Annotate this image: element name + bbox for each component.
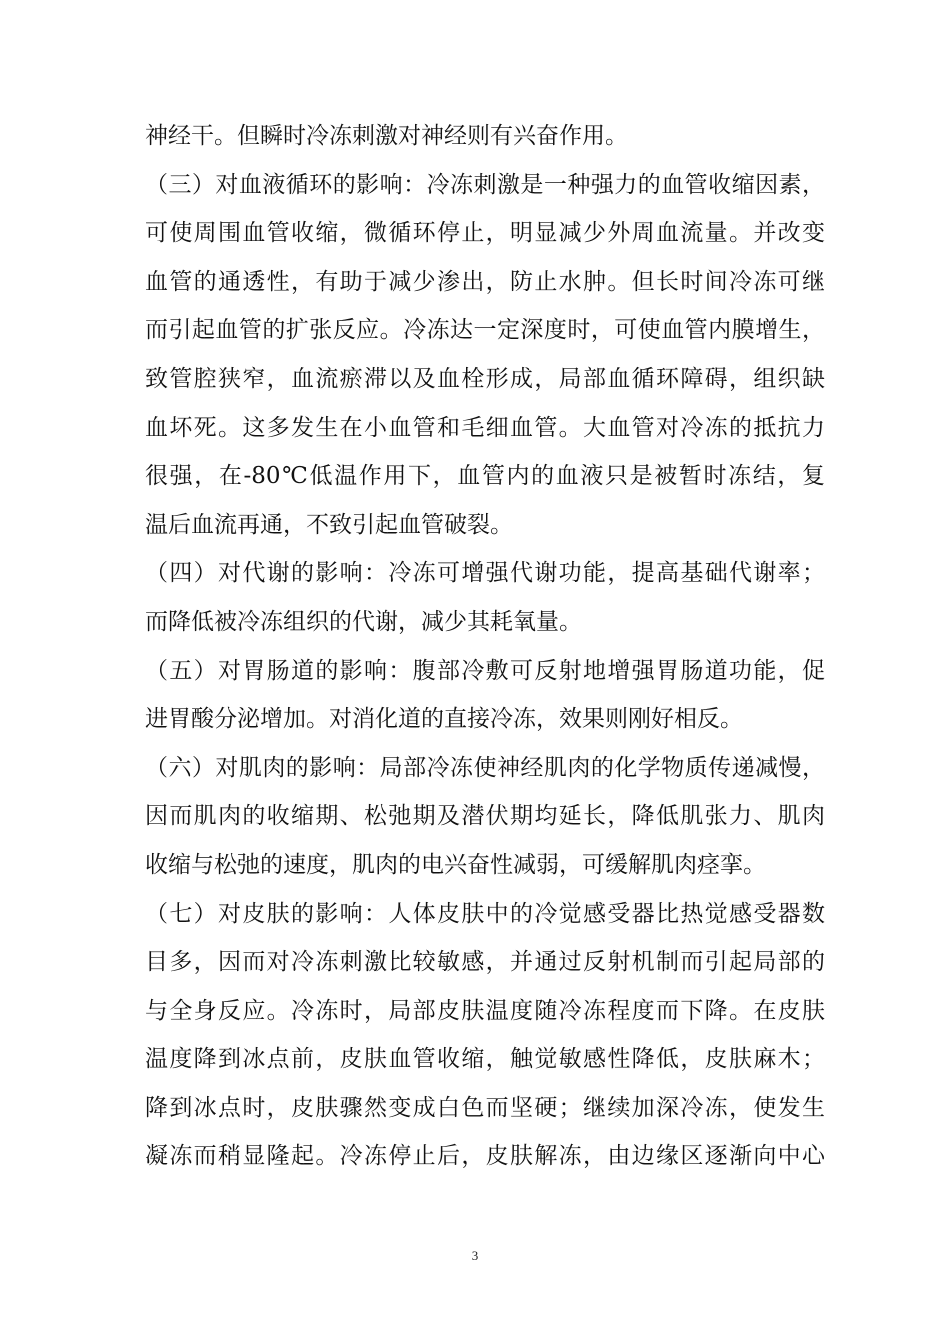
text-line: 血坏死。这多发生在小血管和毛细血管。大血管对冷冻的抵抗力 [145, 414, 825, 441]
text-line: （七）对皮肤的影响：人体皮肤中的冷觉感受器比热觉感受器数 [145, 900, 825, 927]
body-text [145, 112, 825, 1181]
text-line: 神经干。但瞬时冷冻刺激对神经则有兴奋作用。 [145, 123, 628, 149]
text-line: 因而肌肉的收缩期、松弛期及潜伏期均延长，降低肌张力、肌肉 [145, 803, 825, 830]
text-line: 而引起血管的扩张反应。冷冻达一定深度时，可使血管内膜增生， [145, 317, 825, 344]
text-line: 与全身反应。冷冻时，局部皮肤温度随冷冻程度而下降。在皮肤 [145, 997, 825, 1024]
text-line: 温度降到冰点前，皮肤血管收缩，触觉敏感性降低，皮肤麻木； [145, 1046, 825, 1073]
page-number: 3 [471, 1248, 479, 1263]
text-line: 可使周围血管收缩，微循环停止，明显减少外周血流量。并改变 [145, 220, 825, 247]
text-line: 进胃酸分泌增加。对消化道的直接冷冻，效果则刚好相反。 [145, 706, 743, 733]
text-line: （四）对代谢的影响：冷冻可增强代谢功能，提高基础代谢率； [145, 560, 825, 587]
text-line: 很强，在-80℃低温作用下，血管内的血液只是被暂时冻结，复 [145, 463, 825, 490]
text-line: 凝冻而稍显隆起。冷冻停止后，皮肤解冻，由边缘区逐渐向中心 [145, 1143, 825, 1170]
text-line: 血管的通透性，有助于减少渗出，防止水肿。但长时间冷冻可继 [145, 268, 825, 295]
text-line: （六）对肌肉的影响：局部冷冻使神经肌肉的化学物质传递减慢， [145, 754, 825, 781]
text-line: 而降低被冷冻组织的代谢，减少其耗氧量。 [145, 608, 582, 635]
text-line: （三）对血液循环的影响：冷冻刺激是一种强力的血管收缩因素， [145, 171, 825, 198]
text-line: 收缩与松弛的速度，肌肉的电兴奋性减弱，可缓解肌肉痉挛。 [145, 851, 766, 878]
text-line: 温后血流再通，不致引起血管破裂。 [145, 511, 513, 538]
text-line: 降到冰点时，皮肤骤然变成白色而坚硬；继续加深冷冻，使发生 [145, 1094, 825, 1121]
text-line: 致管腔狭窄，血流瘀滞以及血栓形成，局部血循环障碍，组织缺 [145, 365, 825, 392]
text-line: 目多，因而对冷冻刺激比较敏感，并通过反射机制而引起局部的 [145, 949, 825, 976]
text-line: （五）对胃肠道的影响：腹部冷敷可反射地增强胃肠道功能，促 [145, 657, 825, 684]
